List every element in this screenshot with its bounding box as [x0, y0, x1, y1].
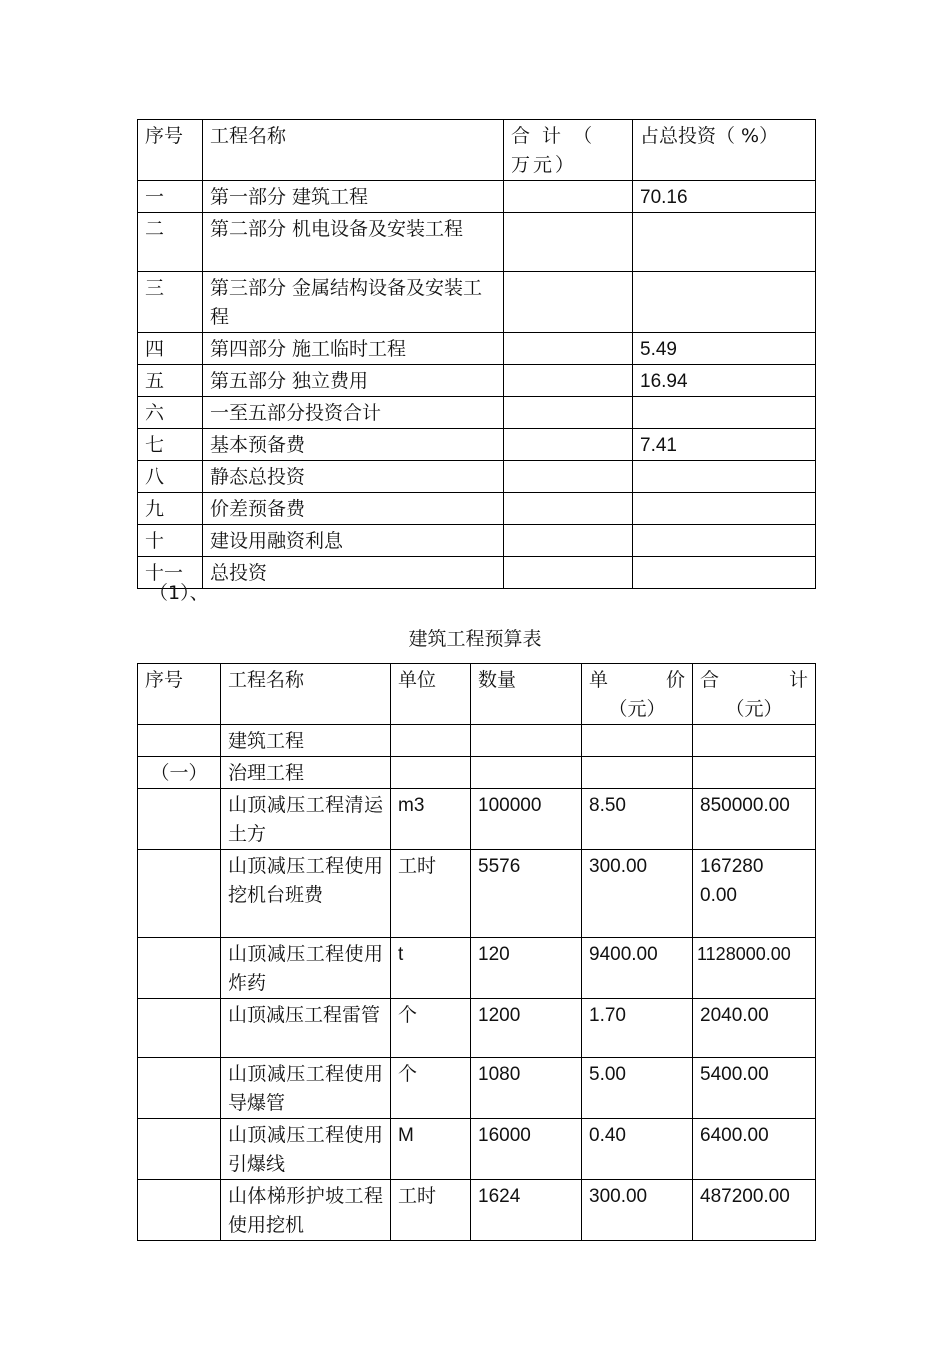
table-row: [138, 938, 816, 999]
header-unit-price-bottom: （元）: [608, 698, 666, 720]
quantity-cell: 1200: [471, 999, 582, 1058]
unit-cell: m3: [391, 789, 471, 850]
item-name: 山顶减压工程清运土方: [221, 789, 391, 850]
row-index: 五: [138, 365, 203, 397]
table-header-row: [138, 664, 816, 725]
project-name: 价差预备费: [203, 493, 504, 525]
table-row: [138, 493, 816, 525]
row-index: [138, 999, 221, 1058]
row-index: 十一: [138, 557, 203, 589]
row-index: [138, 1058, 221, 1119]
unit-cell: [391, 757, 471, 789]
unit-cell: M: [391, 1119, 471, 1180]
row-index: [138, 1119, 221, 1180]
table-row: [138, 397, 816, 429]
row-index: 七: [138, 429, 203, 461]
item-name: 建筑工程: [221, 725, 391, 757]
investment-summary-table: [137, 119, 816, 589]
row-index: 三: [138, 272, 203, 333]
unit-price-cell: 0.40: [582, 1119, 693, 1180]
project-name: 建设用融资利息: [203, 525, 504, 557]
row-index: [138, 725, 221, 757]
header-cell: 数量: [471, 664, 582, 725]
unit-price-cell: 300.00: [582, 1180, 693, 1241]
table-row: [138, 461, 816, 493]
header-total-bottom: （元）: [725, 698, 783, 720]
item-name: 山体梯形护坡工程使用挖机: [221, 1180, 391, 1241]
quantity-cell: 120: [471, 938, 582, 999]
section-note: （1）、: [149, 582, 209, 604]
project-name: 第二部分 机电设备及安装工程: [203, 213, 504, 272]
row-index: 一: [138, 181, 203, 213]
unit-price-cell: 5.00: [582, 1058, 693, 1119]
total-cell: 6400.00: [693, 1119, 816, 1180]
total-cell: [504, 429, 633, 461]
quantity-cell: [471, 757, 582, 789]
quantity-cell: 5576: [471, 850, 582, 938]
unit-price-cell: [582, 725, 693, 757]
project-name: 总投资: [203, 557, 504, 589]
header-cell: 工程名称: [203, 120, 504, 181]
table-row: [138, 213, 816, 272]
unit-cell: t: [391, 938, 471, 999]
table-row: [138, 333, 816, 365]
header-cell: 序号: [138, 664, 221, 725]
percent-cell: [633, 557, 816, 589]
unit-price-cell: 300.00: [582, 850, 693, 938]
unit-cell: [391, 725, 471, 757]
percent-cell: 5.49: [633, 333, 816, 365]
total-cell: 487200.00: [693, 1180, 816, 1241]
quantity-cell: 100000: [471, 789, 582, 850]
total-cell: [504, 525, 633, 557]
header-cell-unit-price: [582, 664, 693, 725]
row-index: [138, 1180, 221, 1241]
total-cell: 850000.00: [693, 789, 816, 850]
percent-cell: [633, 493, 816, 525]
table-row: [138, 557, 816, 589]
total-cell: [504, 333, 633, 365]
percent-cell: [633, 525, 816, 557]
unit-price-cell: 1.70: [582, 999, 693, 1058]
total-cell: [504, 461, 633, 493]
budget-table-title: 建筑工程预算表: [408, 628, 542, 650]
item-name: 治理工程: [221, 757, 391, 789]
unit-price-cell: 9400.00: [582, 938, 693, 999]
header-cell-total: [693, 664, 816, 725]
table-row: [138, 789, 816, 850]
item-name: 山顶减压工程使用挖机台班费: [221, 850, 391, 938]
total-cell: [504, 365, 633, 397]
header-cell: 单位: [391, 664, 471, 725]
table-row: [138, 181, 816, 213]
item-name: 山顶减压工程雷管: [221, 999, 391, 1058]
project-name: 第一部分 建筑工程: [203, 181, 504, 213]
quantity-cell: [471, 725, 582, 757]
percent-cell: 7.41: [633, 429, 816, 461]
table-row: [138, 365, 816, 397]
unit-price-cell: 8.50: [582, 789, 693, 850]
row-index: 十: [138, 525, 203, 557]
unit-cell: 个: [391, 1058, 471, 1119]
table-row: [138, 1180, 816, 1241]
total-cell: [504, 213, 633, 272]
unit-cell: 工时: [391, 850, 471, 938]
total-cell: [693, 725, 816, 757]
quantity-cell: 1624: [471, 1180, 582, 1241]
row-index: [138, 938, 221, 999]
construction-budget-table: [137, 663, 816, 1241]
table-row: [138, 999, 816, 1058]
item-name: 山顶减压工程使用引爆线: [221, 1119, 391, 1180]
percent-cell: 70.16: [633, 181, 816, 213]
project-name: 第四部分 施工临时工程: [203, 333, 504, 365]
table-row: [138, 1119, 816, 1180]
header-cell: 占总投资（ %）: [633, 120, 816, 181]
header-total-top: 合 计: [700, 669, 808, 691]
table-row: [138, 429, 816, 461]
percent-cell: 16.94: [633, 365, 816, 397]
row-index: 六: [138, 397, 203, 429]
total-cell: 5400.00: [693, 1058, 816, 1119]
row-index: 八: [138, 461, 203, 493]
row-index: 二: [138, 213, 203, 272]
table-row: [138, 850, 816, 938]
total-cell: [504, 272, 633, 333]
total-cell: [504, 181, 633, 213]
table-row: [138, 525, 816, 557]
header-unit-price-top: 单 价: [589, 669, 685, 691]
item-name: 山顶减压工程使用导爆管: [221, 1058, 391, 1119]
table-row: [138, 272, 816, 333]
total-cell: 1128000.00: [693, 938, 816, 999]
total-cell: 1672800.00: [693, 850, 816, 938]
project-name: 静态总投资: [203, 461, 504, 493]
row-index: 九: [138, 493, 203, 525]
project-name: 一至五部分投资合计: [203, 397, 504, 429]
quantity-cell: 16000: [471, 1119, 582, 1180]
header-cell: 序号: [138, 120, 203, 181]
unit-cell: 个: [391, 999, 471, 1058]
table-row: [138, 757, 816, 789]
unit-price-cell: [582, 757, 693, 789]
row-index: 四: [138, 333, 203, 365]
row-index: [138, 789, 221, 850]
percent-cell: [633, 272, 816, 333]
unit-cell: 工时: [391, 1180, 471, 1241]
item-name: 山顶减压工程使用炸药: [221, 938, 391, 999]
table-header-row: [138, 120, 816, 181]
table-row: [138, 1058, 816, 1119]
table-row: [138, 725, 816, 757]
header-cell: 合 计 （ 万元）: [504, 120, 633, 181]
percent-cell: [633, 461, 816, 493]
percent-cell: [633, 397, 816, 429]
total-cell: [504, 493, 633, 525]
total-cell: [693, 757, 816, 789]
total-cell: 2040.00: [693, 999, 816, 1058]
project-name: 基本预备费: [203, 429, 504, 461]
project-name: 第五部分 独立费用: [203, 365, 504, 397]
header-cell: 工程名称: [221, 664, 391, 725]
total-cell: [504, 557, 633, 589]
quantity-cell: 1080: [471, 1058, 582, 1119]
row-index: （一）: [138, 757, 221, 789]
row-index: [138, 850, 221, 938]
total-cell: [504, 397, 633, 429]
project-name: 第三部分 金属结构设备及安装工程: [203, 272, 504, 333]
percent-cell: [633, 213, 816, 272]
